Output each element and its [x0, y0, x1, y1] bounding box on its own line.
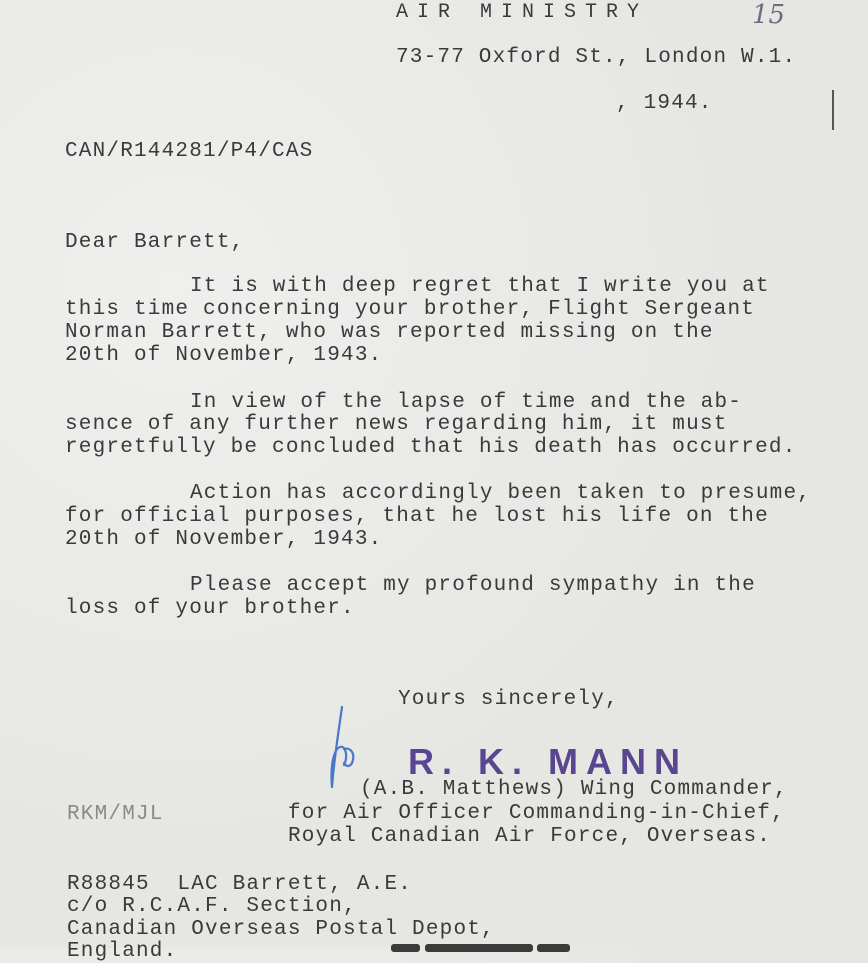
- recipient-line: England.: [67, 940, 178, 963]
- recipient-line: c/o R.C.A.F. Section,: [67, 895, 357, 918]
- recipient-line: Canadian Overseas Postal Depot,: [67, 918, 495, 941]
- letterhead-organization: AIR MINISTRY: [396, 1, 649, 24]
- paragraph-line: sence of any further news regarding him, it must: [65, 413, 728, 436]
- toolbar-button-prev[interactable]: [391, 944, 420, 952]
- paragraph-line: 20th of November, 1943.: [65, 344, 383, 367]
- signatory-line-2: for Air Officer Commanding-in-Chief,: [288, 802, 785, 825]
- paragraph-line: Please accept my profound sympathy in the: [190, 574, 756, 597]
- margin-mark: [832, 90, 834, 130]
- paragraph-line: for official purposes, that he lost his life on the: [65, 505, 769, 528]
- paragraph-line: Norman Barrett, who was reported missing on the: [65, 321, 714, 344]
- typist-initials: RKM/MJL: [67, 803, 164, 826]
- signatory-line-1: (A.B. Matthews) Wing Commander,: [360, 778, 788, 801]
- toolbar-button-next[interactable]: [537, 944, 570, 952]
- paragraph-line: Action has accordingly been taken to presume,: [190, 482, 812, 505]
- paragraph-line: It is with deep regret that I write you at: [190, 275, 770, 298]
- name-stamp: R. K. MANN: [408, 741, 688, 782]
- closing: Yours sincerely,: [398, 688, 619, 711]
- letterhead-address: 73-77 Oxford St., London W.1.: [396, 46, 797, 69]
- paragraph-line: this time concerning your brother, Flight Sergeant: [65, 298, 756, 321]
- signatory-line-3: Royal Canadian Air Force, Overseas.: [288, 825, 772, 848]
- reference-number: CAN/R144281/P4/CAS: [65, 140, 314, 163]
- paragraph-line: In view of the lapse of time and the ab-: [190, 391, 743, 414]
- toolbar-page-indicator[interactable]: [425, 944, 533, 952]
- paragraph-line: regretfully be concluded that his death has occurred.: [65, 436, 797, 459]
- paragraph-line: 20th of November, 1943.: [65, 528, 383, 551]
- salutation: Dear Barrett,: [65, 231, 245, 254]
- handwritten-folio-number: 15: [752, 0, 786, 30]
- recipient-line: R88845 LAC Barrett, A.E.: [67, 873, 413, 896]
- paragraph-line: loss of your brother.: [65, 597, 355, 620]
- letter-date: , 1944.: [616, 92, 713, 115]
